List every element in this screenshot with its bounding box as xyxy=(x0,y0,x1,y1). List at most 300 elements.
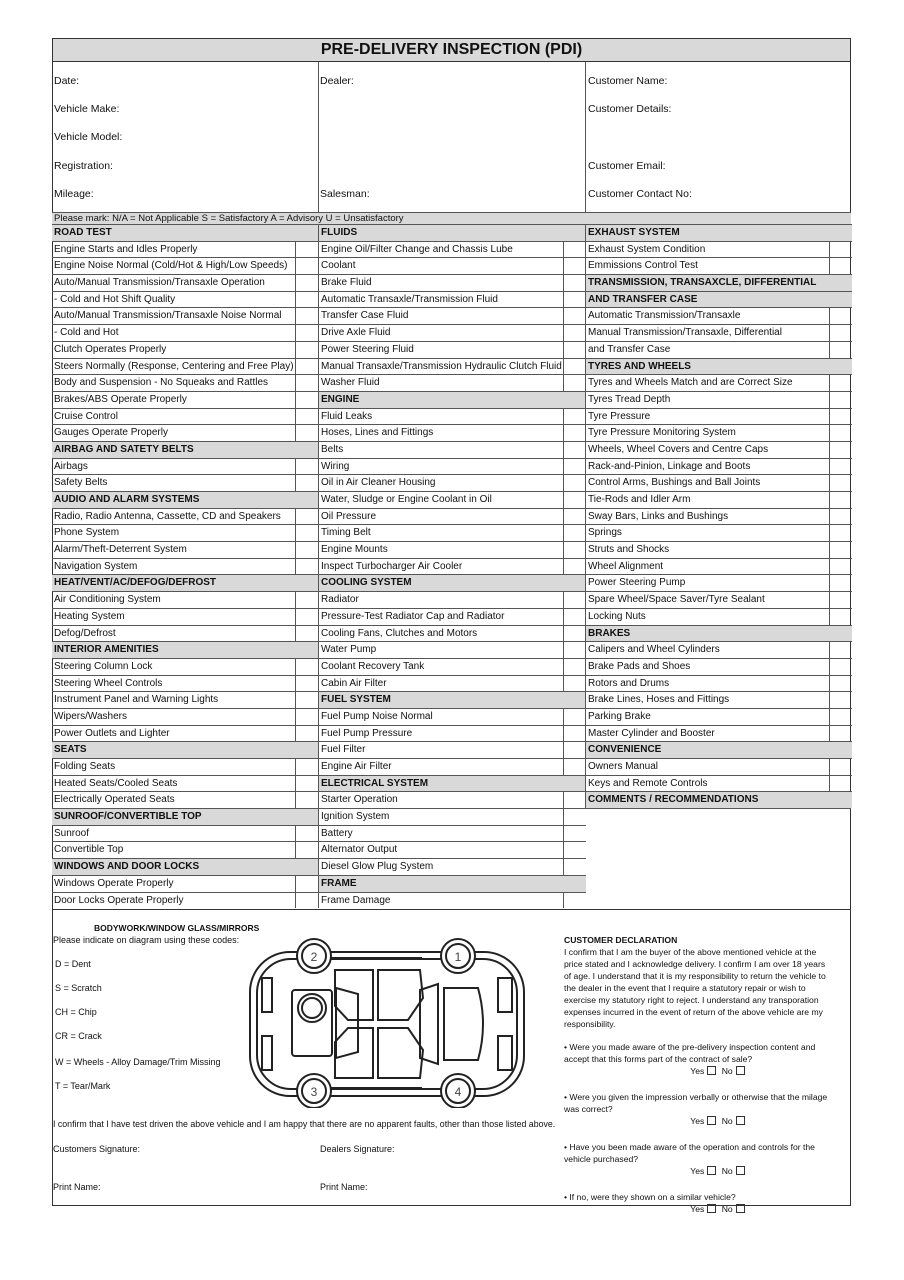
yes-no-options xyxy=(564,1165,834,1177)
mark-cell[interactable] xyxy=(295,709,318,725)
section-header xyxy=(586,224,852,241)
checklist-row xyxy=(586,725,852,742)
code-crack: CR = Crack xyxy=(55,1031,102,1041)
vehicle-make-field[interactable]: Vehicle Make: xyxy=(54,103,120,115)
mark-cell[interactable] xyxy=(563,726,586,742)
dealer-print-name-field[interactable]: Print Name: xyxy=(320,1182,368,1192)
mark-cell[interactable] xyxy=(563,609,586,625)
mark-cell[interactable] xyxy=(563,275,586,291)
no-checkbox[interactable] xyxy=(736,1204,745,1213)
mark-cell[interactable] xyxy=(563,425,586,441)
mark-cell[interactable] xyxy=(295,475,318,491)
checklist-row xyxy=(586,408,852,425)
checklist-row xyxy=(319,424,586,441)
customer-signature-field[interactable]: Customers Signature: xyxy=(53,1144,141,1154)
mark-cell[interactable] xyxy=(563,842,586,858)
checklist-item-label: Air Conditioning System xyxy=(54,594,161,606)
checklist-item-label: Alternator Output xyxy=(321,844,398,856)
mark-cell[interactable] xyxy=(829,525,852,541)
mark-cell[interactable] xyxy=(563,442,586,458)
checklist-row xyxy=(319,241,586,258)
checklist-item-label: Sunroof xyxy=(54,827,90,839)
checklist-row xyxy=(319,257,586,274)
mark-cell[interactable] xyxy=(295,392,318,408)
checklist-item-label: Power Steering Pump xyxy=(588,577,686,589)
checklist-item-label: Fuel Pump Pressure xyxy=(321,727,413,739)
mark-cell[interactable] xyxy=(563,592,586,608)
checklist-item-label: Ignition System xyxy=(321,811,390,823)
form-title: PRE-DELIVERY INSPECTION (PDI) xyxy=(52,38,851,62)
mark-cell[interactable] xyxy=(563,409,586,425)
checklist-item-label: Power Outlets and Lighter xyxy=(54,727,170,739)
question-text: • Have you been made aware of the operation and controls for the vehicle purchased? xyxy=(564,1142,815,1164)
checklist-item-label: Instrument Panel and Warning Lights xyxy=(54,694,219,706)
mark-cell[interactable] xyxy=(563,893,586,909)
checklist-row xyxy=(52,241,318,258)
checklist-item-label: Heating System xyxy=(54,610,125,622)
section-header xyxy=(52,224,318,241)
yes-label: Yes xyxy=(690,1116,705,1126)
checklist-row xyxy=(52,775,318,792)
checklist-item-label: Automatic Transaxle/Transmission Fluid xyxy=(321,293,498,305)
checklist-item-label: Engine Air Filter xyxy=(321,761,392,772)
mark-cell[interactable] xyxy=(563,292,586,308)
mark-cell[interactable] xyxy=(295,325,318,341)
mark-cell[interactable] xyxy=(829,492,852,508)
checklist-item-label: Steering Wheel Controls xyxy=(54,677,163,689)
checklist-row xyxy=(319,458,586,475)
customer-details-field[interactable]: Customer Details: xyxy=(588,103,672,115)
checklist-item-label: Calipers and Wheel Cylinders xyxy=(588,644,720,656)
checklist-row xyxy=(586,257,852,274)
checklist-row xyxy=(319,892,586,909)
checklist-item-label: Phone System xyxy=(54,527,120,539)
checklist-row xyxy=(52,358,318,375)
checklist-item-label: Auto/Manual Transmission/Transaxle Noise Normal xyxy=(54,310,282,322)
mark-cell[interactable] xyxy=(295,459,318,475)
mark-cell[interactable] xyxy=(295,876,318,892)
mark-cell[interactable] xyxy=(829,726,852,742)
mark-cell[interactable] xyxy=(829,459,852,475)
checklist-row xyxy=(586,441,852,458)
checklist-row xyxy=(586,775,852,792)
mark-cell[interactable] xyxy=(563,642,586,658)
checklist-item-label: Control Arms, Bushings and Ball Joints xyxy=(588,477,761,489)
checklist-row xyxy=(319,708,586,725)
mark-cell[interactable] xyxy=(295,242,318,258)
mark-cell[interactable] xyxy=(829,659,852,675)
section-header xyxy=(586,274,852,291)
yes-no-options xyxy=(564,1115,834,1127)
mark-cell[interactable] xyxy=(829,676,852,692)
checklist-item-label: Engine Starts and Idles Properly xyxy=(54,243,198,255)
yes-label: Yes xyxy=(690,1066,705,1076)
mark-cell[interactable] xyxy=(829,776,852,792)
section-header-label: CONVENIENCE xyxy=(588,744,662,756)
mark-cell[interactable] xyxy=(829,709,852,725)
mark-cell[interactable] xyxy=(563,542,586,558)
checklist-item-label: Tyres and Wheels Match and are Correct Size xyxy=(588,377,793,389)
mark-cell[interactable] xyxy=(295,559,318,575)
checklist-item-label: Wheels, Wheel Covers and Centre Caps xyxy=(588,443,769,455)
checklist-item-label: Alarm/Theft-Deterrent System xyxy=(54,544,187,556)
section-header xyxy=(319,224,586,241)
checklist-item-label: Brake Lines, Hoses and Fittings xyxy=(588,694,730,706)
checklist-row xyxy=(319,441,586,458)
checklist-row xyxy=(586,658,852,675)
mark-cell[interactable] xyxy=(295,308,318,324)
yes-checkbox[interactable] xyxy=(707,1166,716,1175)
mark-cell[interactable] xyxy=(829,542,852,558)
mark-cell[interactable] xyxy=(829,692,852,708)
checklist-row xyxy=(52,608,318,625)
mark-cell[interactable] xyxy=(563,509,586,525)
mark-cell[interactable] xyxy=(295,676,318,692)
section-header-label: SUNROOF/CONVERTIBLE TOP xyxy=(54,811,202,823)
mark-cell[interactable] xyxy=(829,592,852,608)
mark-cell[interactable] xyxy=(563,308,586,324)
yes-label: Yes xyxy=(690,1166,705,1176)
checklist-item-label: Engine Noise Normal (Cold/Hot & High/Low Speeds) xyxy=(54,260,288,272)
checklist-row xyxy=(319,741,586,758)
section-header xyxy=(52,574,318,591)
checklist-row xyxy=(52,508,318,525)
no-checkbox[interactable] xyxy=(736,1116,745,1125)
section-header-label: INTERIOR AMENITIES xyxy=(54,644,159,656)
mark-cell[interactable] xyxy=(829,575,852,591)
checklist-row xyxy=(319,291,586,308)
checklist-row xyxy=(52,758,318,775)
mark-cell[interactable] xyxy=(563,742,586,758)
declaration-title: CUSTOMER DECLARATION xyxy=(564,935,678,945)
mark-cell[interactable] xyxy=(295,275,318,291)
mark-cell[interactable] xyxy=(563,709,586,725)
checklist-item-label: Wheel Alignment xyxy=(588,560,664,572)
dealer-signature-field[interactable]: Dealers Signature: xyxy=(320,1144,395,1154)
mark-cell[interactable] xyxy=(829,375,852,391)
section-header xyxy=(319,574,586,591)
section-header xyxy=(586,358,852,375)
checklist-row xyxy=(52,341,318,358)
mark-cell[interactable] xyxy=(563,809,586,825)
car-diagram[interactable] xyxy=(248,938,530,1108)
mark-cell[interactable] xyxy=(563,626,586,642)
checklist-row xyxy=(586,424,852,441)
checklist-item-label: Starter Operation xyxy=(321,794,398,806)
mark-cell[interactable] xyxy=(563,559,586,575)
mark-cell[interactable] xyxy=(295,409,318,425)
no-label: No xyxy=(721,1066,733,1076)
checklist-item-label: Cooling Fans, Clutches and Motors xyxy=(321,627,478,639)
checklist-item-label: Radiator xyxy=(321,594,359,606)
mark-cell[interactable] xyxy=(563,375,586,391)
checklist-item-label: Owners Manual xyxy=(588,761,659,772)
checklist-row xyxy=(52,558,318,575)
code-wheels: W = Wheels - Alloy Damage/Trim Missing xyxy=(55,1057,221,1067)
checklist-row xyxy=(586,508,852,525)
mark-cell[interactable] xyxy=(295,759,318,775)
mark-cell[interactable] xyxy=(295,893,318,909)
section-header-label: ELECTRICAL SYSTEM xyxy=(321,777,429,789)
mark-cell[interactable] xyxy=(295,258,318,274)
mark-cell[interactable] xyxy=(829,475,852,491)
section-header-label: FRAME xyxy=(321,877,357,889)
checklist-row xyxy=(586,608,852,625)
yes-checkbox[interactable] xyxy=(707,1066,716,1075)
mark-cell[interactable] xyxy=(829,392,852,408)
code-dent: D = Dent xyxy=(55,959,91,969)
section-header xyxy=(319,875,586,892)
checklist-row xyxy=(319,658,586,675)
mark-cell[interactable] xyxy=(295,592,318,608)
section-header xyxy=(52,441,318,458)
no-checkbox[interactable] xyxy=(736,1166,745,1175)
section-header-label: AND TRANSFER CASE xyxy=(588,293,698,305)
mark-cell[interactable] xyxy=(563,459,586,475)
mark-cell[interactable] xyxy=(295,292,318,308)
checklist-item-label: Wiring xyxy=(321,460,350,472)
checklist-item-label: and Transfer Case xyxy=(588,343,671,355)
section-header xyxy=(52,858,318,875)
mark-cell[interactable] xyxy=(295,626,318,642)
mark-cell[interactable] xyxy=(295,342,318,358)
checklist-row xyxy=(586,524,852,541)
checklist-item-label: Wipers/Washers xyxy=(54,710,127,722)
checklist-item-label: Manual Transaxle/Transmission Hydraulic Clutch Fluid xyxy=(321,360,562,372)
customer-contact-field[interactable]: Customer Contact No: xyxy=(588,188,692,200)
mark-cell[interactable] xyxy=(829,442,852,458)
no-checkbox[interactable] xyxy=(736,1066,745,1075)
declaration-question xyxy=(564,1041,834,1077)
mark-cell[interactable] xyxy=(295,826,318,842)
code-tear: T = Tear/Mark xyxy=(55,1081,111,1091)
checklist-row xyxy=(319,307,586,324)
checklist-row xyxy=(319,474,586,491)
checklist-row xyxy=(319,858,586,875)
section-header-label: TRANSMISSION, TRANSAXCLE, DIFFERENTIAL xyxy=(588,277,817,289)
comments-area[interactable] xyxy=(585,808,851,910)
section-header xyxy=(319,391,586,408)
checklist-row xyxy=(586,541,852,558)
section-header-label: BRAKES xyxy=(588,627,631,639)
checklist-row xyxy=(319,524,586,541)
vehicle-model-field[interactable]: Vehicle Model: xyxy=(54,131,123,143)
checklist-row xyxy=(319,825,586,842)
checklist-row xyxy=(52,591,318,608)
customer-email-field[interactable]: Customer Email: xyxy=(588,160,666,172)
divider xyxy=(318,62,319,212)
checklist-row xyxy=(52,391,318,408)
checklist-item-label: Tyre Pressure Monitoring System xyxy=(588,427,736,439)
checklist-row xyxy=(319,841,586,858)
checklist-row xyxy=(319,758,586,775)
checklist-row xyxy=(319,558,586,575)
mark-cell[interactable] xyxy=(563,792,586,808)
checklist-row xyxy=(52,274,318,291)
checklist-item-label: Fluid Leaks xyxy=(321,410,373,422)
checklist-item-label: Washer Fluid xyxy=(321,377,380,389)
section-header xyxy=(52,741,318,758)
yes-checkbox[interactable] xyxy=(707,1204,716,1213)
wheel-label-4: 4 xyxy=(454,1085,462,1099)
bottom-section xyxy=(52,909,851,1214)
checklist-row xyxy=(586,324,852,341)
salesman-field[interactable]: Salesman: xyxy=(320,188,370,200)
section-header xyxy=(52,641,318,658)
mark-cell[interactable] xyxy=(829,308,852,324)
checklist-item-label: Windows Operate Properly xyxy=(54,877,174,889)
checklist-row xyxy=(52,424,318,441)
mark-cell[interactable] xyxy=(295,792,318,808)
mark-cell[interactable] xyxy=(295,609,318,625)
checklist-row xyxy=(52,675,318,692)
mark-cell[interactable] xyxy=(829,409,852,425)
checklist-item-label: Clutch Operates Properly xyxy=(54,343,167,355)
checklist-item-label: Navigation System xyxy=(54,560,138,572)
checklist-item-label: Fuel Filter xyxy=(321,744,366,756)
mark-cell[interactable] xyxy=(563,859,586,875)
checklist-item-label: Steering Column Lock xyxy=(54,660,153,672)
mark-cell[interactable] xyxy=(563,759,586,775)
checklist-item-label: Diesel Glow Plug System xyxy=(321,861,434,873)
mark-cell[interactable] xyxy=(295,726,318,742)
checklist-item-label: Drive Axle Fluid xyxy=(321,327,391,339)
checklist-row xyxy=(52,791,318,808)
checklist-item-label: Engine Oil/Filter Change and Chassis Lube xyxy=(321,243,513,255)
mark-cell[interactable] xyxy=(295,525,318,541)
mark-cell[interactable] xyxy=(829,242,852,258)
mark-cell[interactable] xyxy=(829,325,852,341)
mark-cell[interactable] xyxy=(563,359,586,375)
checklist-row xyxy=(586,241,852,258)
mark-cell[interactable] xyxy=(563,659,586,675)
mark-cell[interactable] xyxy=(829,609,852,625)
mark-cell[interactable] xyxy=(829,559,852,575)
question-text: • If no, were they shown on a similar vehicle? xyxy=(564,1192,736,1202)
mark-cell[interactable] xyxy=(829,425,852,441)
mark-cell[interactable] xyxy=(563,242,586,258)
section-header-label: FLUIDS xyxy=(321,227,358,238)
checklist-row xyxy=(52,708,318,725)
checklist-row xyxy=(319,641,586,658)
checklist-row xyxy=(319,491,586,508)
checklist-row xyxy=(586,458,852,475)
wheel-label-3: 3 xyxy=(310,1085,318,1099)
mark-cell[interactable] xyxy=(295,542,318,558)
checklist-row xyxy=(586,675,852,692)
checklist-row xyxy=(52,825,318,842)
checklist-item-label: Parking Brake xyxy=(588,710,651,722)
checklist-row xyxy=(586,491,852,508)
customer-print-name-field[interactable]: Print Name: xyxy=(53,1182,101,1192)
checklist-row xyxy=(586,558,852,575)
code-scratch: S = Scratch xyxy=(55,983,102,993)
question-text: • Were you given the impression verbally or otherwise that the milage was correct? xyxy=(564,1092,828,1114)
mark-cell[interactable] xyxy=(563,525,586,541)
checklist-item-label: Radio, Radio Antenna, Cassette, CD and Speakers xyxy=(54,510,281,522)
checklist-row xyxy=(52,408,318,425)
mark-cell[interactable] xyxy=(295,359,318,375)
checklist-item-label: Rotors and Drums xyxy=(588,677,670,689)
checklist-item-label: Battery xyxy=(321,827,353,839)
no-label: No xyxy=(721,1116,733,1126)
no-label: No xyxy=(721,1204,733,1214)
checklist-item-label: Steers Normally (Response, Centering and Free Play) xyxy=(54,360,294,372)
mark-cell[interactable] xyxy=(563,325,586,341)
mark-cell[interactable] xyxy=(829,509,852,525)
checklist-item-label: Coolant Recovery Tank xyxy=(321,660,425,672)
checklist-row xyxy=(52,875,318,892)
checklist-item-label: Coolant xyxy=(321,260,356,272)
checklist-item-label: Electrically Operated Seats xyxy=(54,794,175,806)
checklist-item-label: Tyre Pressure xyxy=(588,410,651,422)
section-header xyxy=(586,741,852,758)
wheel-label-2: 2 xyxy=(310,950,318,964)
checklist-item-label: Tyres Tread Depth xyxy=(588,393,671,405)
dealer-field[interactable]: Dealer: xyxy=(320,75,354,87)
checklist-item-label: - Cold and Hot Shift Quality xyxy=(54,293,176,305)
checklist-item-label: Water Pump xyxy=(321,644,377,656)
mark-cell[interactable] xyxy=(829,342,852,358)
section-header xyxy=(52,808,318,825)
mark-cell[interactable] xyxy=(295,776,318,792)
checklist-item-label: Brake Pads and Shoes xyxy=(588,660,691,672)
mark-cell[interactable] xyxy=(563,258,586,274)
mark-cell[interactable] xyxy=(563,492,586,508)
section-header-label: SEATS xyxy=(54,744,87,756)
mark-cell[interactable] xyxy=(563,826,586,842)
checklist-row xyxy=(319,341,586,358)
mark-cell[interactable] xyxy=(295,375,318,391)
section-header-label: HEAT/VENT/AC/DEFOG/DEFROST xyxy=(54,577,217,589)
mark-cell[interactable] xyxy=(295,842,318,858)
checklist-item-label: Door Locks Operate Properly xyxy=(54,894,184,906)
checklist-item-label: Engine Mounts xyxy=(321,544,388,556)
checklist-row xyxy=(52,524,318,541)
mark-cell[interactable] xyxy=(295,692,318,708)
checklist-row xyxy=(52,625,318,642)
checklist-item-label: Cabin Air Filter xyxy=(321,677,387,689)
checklist-row xyxy=(319,725,586,742)
declaration-question xyxy=(564,1091,834,1127)
mark-cell[interactable] xyxy=(563,475,586,491)
yes-checkbox[interactable] xyxy=(707,1116,716,1125)
checklist-column-1 xyxy=(52,224,318,908)
mark-cell[interactable] xyxy=(295,659,318,675)
checklist-item-label: Oil in Air Cleaner Housing xyxy=(321,477,436,489)
checklist-item-label: Convertible Top xyxy=(54,844,124,856)
mark-cell[interactable] xyxy=(829,759,852,775)
checklist-row xyxy=(319,675,586,692)
checklist-item-label: Automatic Transmission/Transaxle xyxy=(588,310,741,322)
customer-name-field[interactable]: Customer Name: xyxy=(588,75,668,87)
mark-cell[interactable] xyxy=(829,642,852,658)
mark-cell[interactable] xyxy=(295,425,318,441)
mileage-field[interactable]: Mileage: xyxy=(54,188,94,200)
section-header-label: WINDOWS AND DOOR LOCKS xyxy=(54,861,200,873)
mark-cell[interactable] xyxy=(563,342,586,358)
mark-cell[interactable] xyxy=(295,509,318,525)
section-header-label: AIRBAG AND SATETY BELTS xyxy=(54,443,194,455)
section-header-label: COOLING SYSTEM xyxy=(321,577,412,589)
checklist-item-label: Cruise Control xyxy=(54,410,118,422)
checklist-item-label: - Cold and Hot xyxy=(54,327,119,339)
date-field[interactable]: Date: xyxy=(54,75,80,87)
mark-cell[interactable] xyxy=(829,258,852,274)
registration-field[interactable]: Registration: xyxy=(54,160,113,172)
section-header xyxy=(586,625,852,642)
mark-cell[interactable] xyxy=(563,676,586,692)
